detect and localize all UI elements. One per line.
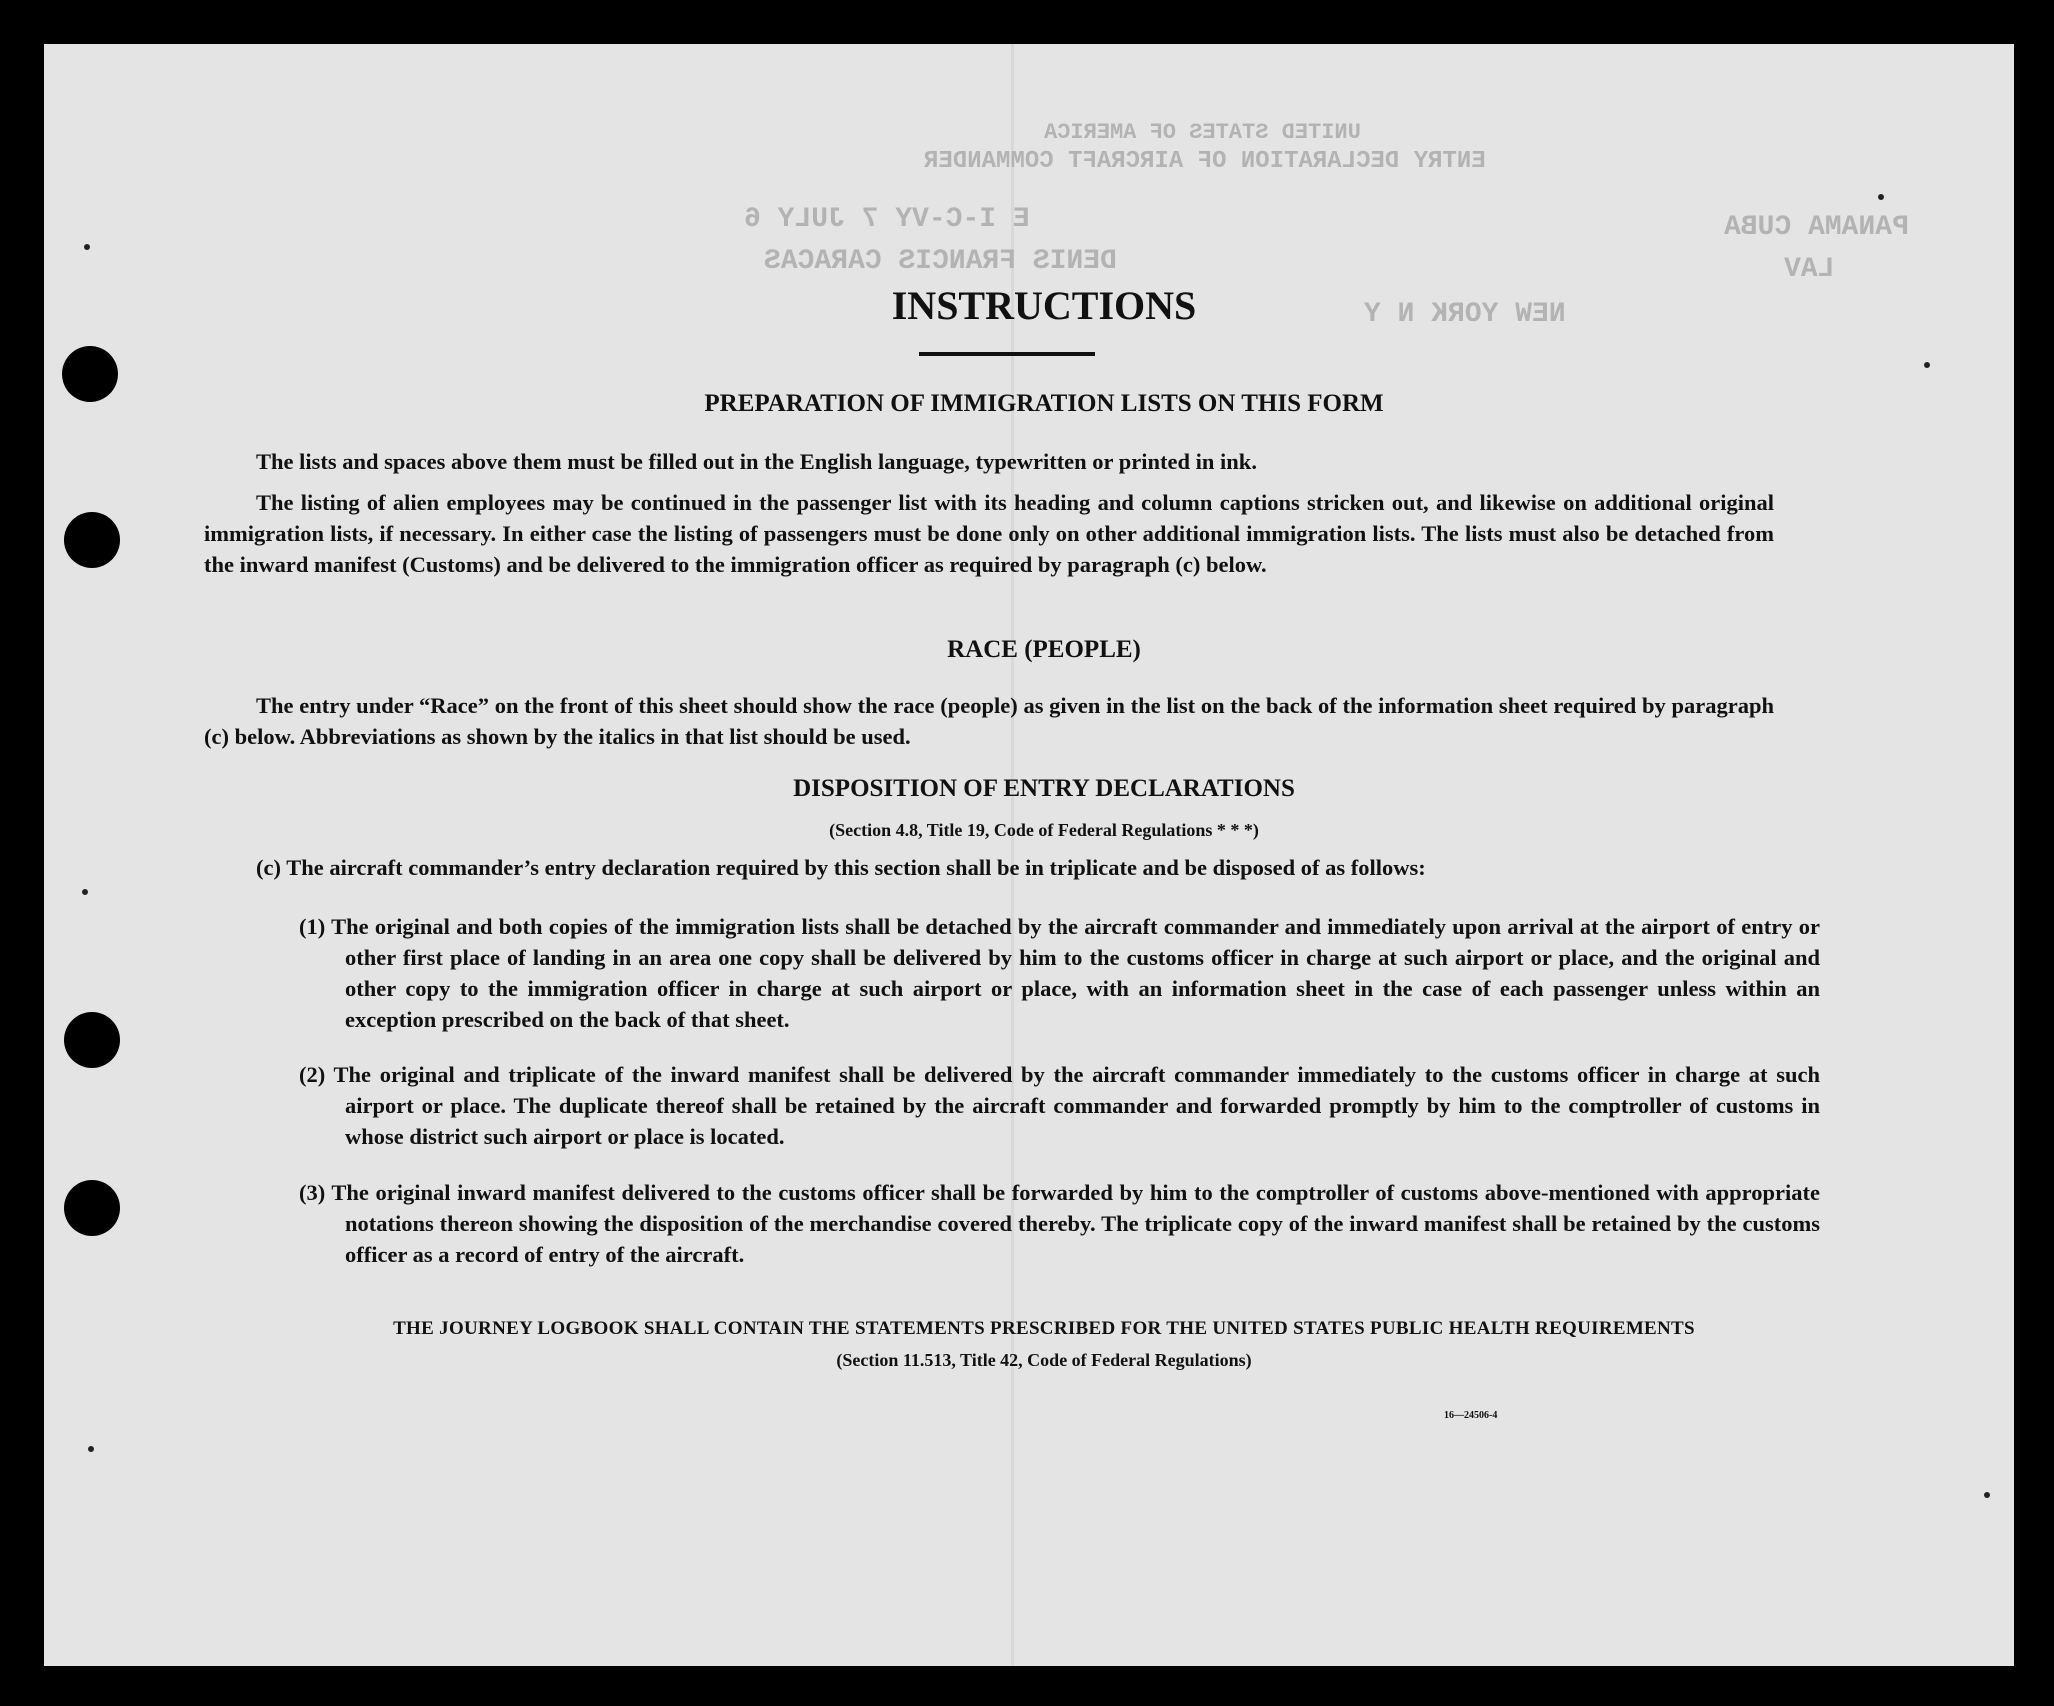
section-heading-disposition: DISPOSITION OF ENTRY DECLARATIONS <box>793 775 1295 802</box>
document-page <box>44 44 2014 1666</box>
punch-hole <box>64 1012 120 1068</box>
speck <box>1878 194 1884 200</box>
title-underline <box>919 352 1095 356</box>
bleed-through-line: ENTRY DECLARATION OF AIRCRAFT COMMANDER <box>924 148 1486 175</box>
speck <box>88 1446 94 1452</box>
footer-statement: THE JOURNEY LOGBOOK SHALL CONTAIN THE STATEMENTS PRESCRIBED FOR THE UNITED STATES PUBLIC HEALTH REQUIREMENTS <box>393 1318 1695 1339</box>
speck <box>1984 1492 1990 1498</box>
bleed-through-line: DENIS FRANCIS CARACAS <box>764 246 1117 277</box>
list-item: (3) The original inward manifest delivered to the customs officer shall be forwarded by him to the comptroller of customs above-mentioned with appropriate notations thereon showing the disposition of the merchandise covered thereby. The triplicate copy of the inward manifest shall be retained by the customs officer as a record of entry of the aircraft. <box>299 1180 1820 1267</box>
page-title: INSTRUCTIONS <box>891 283 1197 328</box>
section-subheading: (Section 4.8, Title 19, Code of Federal Regulations * * *) <box>829 820 1259 840</box>
bleed-through-line: PANAMA CUBA <box>1724 212 1909 243</box>
paragraph: (c) The aircraft commander’s entry declaration required by this section shall be in triplicate and be disposed of as follows: <box>256 855 1426 880</box>
punch-hole <box>64 512 120 568</box>
list-item: (2) The original and triplicate of the inward manifest shall be delivered by the aircraft commander immediately to the customs officer in charge at such airport or place. The duplicate thereof shall be retained by the aircraft commander and forwarded promptly by him to the comptroller of customs in whose district such airport or place is located. <box>299 1062 1820 1149</box>
paragraph: The lists and spaces above them must be filled out in the English language, typewritten or printed in ink. <box>256 449 1257 474</box>
punch-hole <box>64 1180 120 1236</box>
bleed-through-line: LAV <box>1784 254 1835 285</box>
paragraph: The listing of alien employees may be continued in the passenger list with its heading and column captions stricken out, and likewise on additional original immigration lists, if necessary. In either case the listing of passengers must be done only on other additional immigration lists. The lists must also be detached from the inward manifest (Customs) and be delivered to the immigration officer as required by paragraph (c) below. <box>204 490 1774 577</box>
speck <box>84 244 90 250</box>
paragraph: The entry under “Race” on the front of this sheet should show the race (people) as given in the list on the back of the information sheet required by paragraph (c) below. Abbreviations as shown by the italics in that list should be used. <box>204 693 1774 749</box>
section-heading-race: RACE (PEOPLE) <box>947 636 1141 663</box>
bleed-through-line: UNITED STATES OF AMERICA <box>1044 120 1361 145</box>
list-item: (1) The original and both copies of the immigration lists shall be detached by the aircraft commander and immediately upon arrival at the airport of entry or other first place of landing in an area one copy shall be delivered by him to the customs officer in charge at such airport or place, and the original and other copy to the immigration officer in charge at such airport or place, with an information sheet in the case of each passenger unless within an exception prescribed on the back of that sheet. <box>299 914 1820 1032</box>
bleed-through-line: NEW YORK N Y <box>1364 299 1566 330</box>
footer-citation: (Section 11.513, Title 42, Code of Federal Regulations) <box>836 1350 1252 1370</box>
section-heading-preparation: PREPARATION OF IMMIGRATION LISTS ON THIS FORM <box>704 390 1384 417</box>
speck <box>1924 362 1930 368</box>
bleed-through-line: E I-C-VY 7 JULY 6 <box>744 204 1030 235</box>
speck <box>82 889 88 895</box>
form-code: 16—24506-4 <box>1444 1410 1498 1421</box>
